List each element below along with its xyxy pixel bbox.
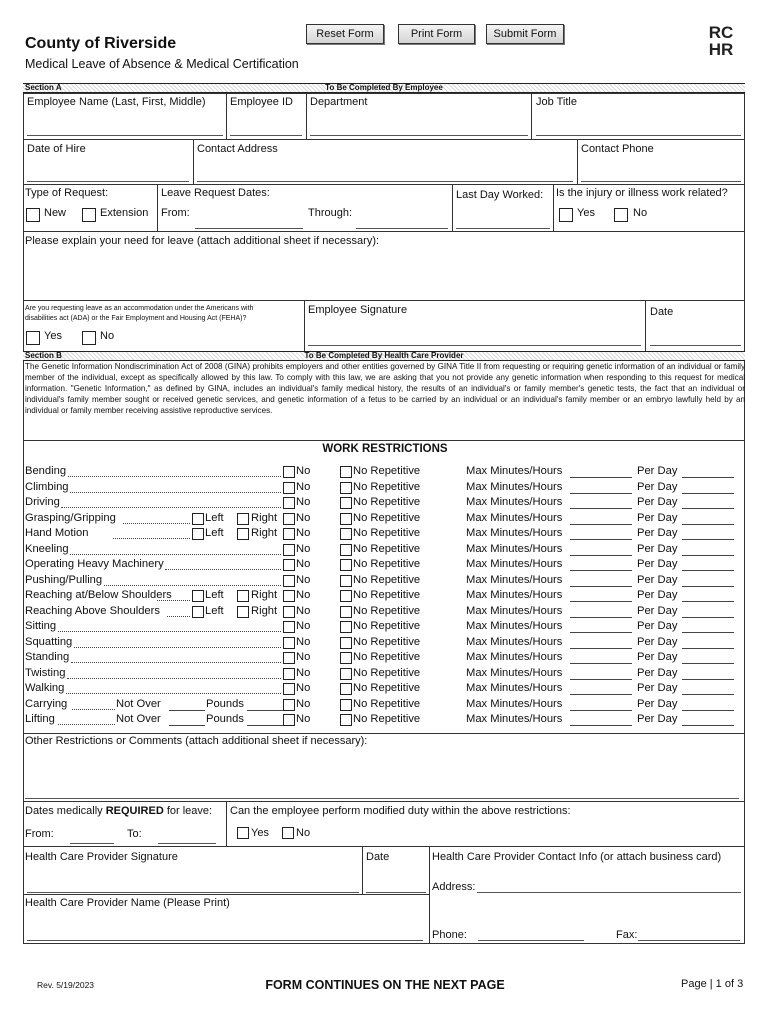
- no-repetitive-label: No Repetitive: [353, 604, 421, 617]
- max-minutes-label: Max Minutes/Hours: [466, 604, 563, 617]
- max-minutes-label: Max Minutes/Hours: [466, 666, 563, 679]
- max-minutes-field[interactable]: [570, 524, 632, 525]
- no-repetitive-label: No Repetitive: [353, 697, 421, 710]
- right-checkbox[interactable]: [237, 590, 249, 602]
- per-day-label: Per Day: [637, 589, 678, 601]
- restriction-row: [0, 481, 770, 497]
- no-repetitive-checkbox[interactable]: [340, 559, 352, 571]
- section-a-label: Section A: [25, 83, 62, 92]
- no-label: No: [296, 589, 311, 601]
- restriction-name: Standing: [25, 651, 70, 663]
- modified-duty-label: Can the employee perform modified duty within the above restrictions:: [230, 805, 571, 817]
- no-label: No: [296, 713, 311, 725]
- provider-name-field[interactable]: [27, 940, 423, 941]
- max-minutes-field[interactable]: [570, 508, 632, 509]
- left-label: Left: [205, 589, 224, 601]
- no-checkbox[interactable]: [283, 575, 295, 587]
- max-minutes-label: Max Minutes/Hours: [466, 558, 563, 570]
- department-label: Department: [310, 96, 368, 108]
- no-label: No: [296, 480, 311, 493]
- per-day-field[interactable]: [682, 710, 734, 711]
- left-label: Left: [205, 604, 224, 617]
- no-repetitive-label: No Repetitive: [353, 465, 421, 477]
- no-repetitive-label: No Repetitive: [353, 635, 421, 648]
- employee-name-field[interactable]: [27, 135, 223, 136]
- not-over-field[interactable]: [169, 725, 205, 726]
- max-minutes-label: Max Minutes/Hours: [466, 542, 563, 555]
- left-checkbox[interactable]: [192, 606, 204, 618]
- no-checkbox[interactable]: [283, 652, 295, 664]
- no-repetitive-checkbox[interactable]: [340, 497, 352, 509]
- no-repetitive-label: No Repetitive: [353, 589, 421, 601]
- no-repetitive-label: No Repetitive: [353, 496, 421, 508]
- ada-question-line-1: Are you requesting leave as an accommodation under the Americans with: [25, 305, 254, 312]
- max-minutes-field[interactable]: [570, 725, 632, 726]
- employee-name-label: Employee Name (Last, First, Middle): [27, 96, 206, 108]
- max-minutes-label: Max Minutes/Hours: [466, 620, 563, 632]
- section-a-heading: To Be Completed By Employee: [325, 83, 443, 92]
- per-day-field[interactable]: [682, 694, 734, 695]
- no-checkbox[interactable]: [283, 466, 295, 478]
- per-day-label: Per Day: [637, 620, 678, 632]
- no-repetitive-checkbox[interactable]: [340, 637, 352, 649]
- provider-from-label: From:: [25, 828, 54, 840]
- no-checkbox[interactable]: [283, 544, 295, 556]
- per-day-field[interactable]: [682, 493, 734, 494]
- not-over-label: Not Over: [116, 697, 161, 710]
- provider-from-field[interactable]: [70, 843, 114, 844]
- work-related-label: Is the injury or illness work related?: [556, 187, 728, 199]
- not-over-field[interactable]: [169, 710, 205, 711]
- no-repetitive-checkbox[interactable]: [340, 621, 352, 633]
- max-minutes-label: Max Minutes/Hours: [466, 651, 563, 663]
- contact-phone-field[interactable]: [581, 181, 741, 182]
- contact-address-label: Contact Address: [197, 143, 278, 155]
- max-minutes-label: Max Minutes/Hours: [466, 511, 563, 524]
- no-repetitive-checkbox[interactable]: [340, 683, 352, 695]
- max-minutes-label: Max Minutes/Hours: [466, 682, 563, 694]
- restriction-name: Carrying: [25, 697, 68, 710]
- provider-signature-field[interactable]: [27, 892, 359, 893]
- no-repetitive-checkbox[interactable]: [340, 714, 352, 726]
- department-field[interactable]: [310, 135, 528, 136]
- no-label: No: [296, 558, 311, 570]
- per-day-field[interactable]: [682, 663, 734, 664]
- pounds-label: Pounds: [206, 713, 244, 725]
- no-repetitive-label: No Repetitive: [353, 558, 421, 570]
- no-checkbox[interactable]: [283, 683, 295, 695]
- no-repetitive-checkbox[interactable]: [340, 590, 352, 602]
- max-minutes-label: Max Minutes/Hours: [466, 496, 563, 508]
- restriction-name: Reaching Above Shoulders: [25, 604, 160, 617]
- no-repetitive-checkbox[interactable]: [340, 528, 352, 540]
- employee-date-label: Date: [650, 306, 674, 318]
- revision-date: Rev. 5/19/2023: [37, 980, 95, 990]
- no-label: No: [296, 666, 311, 679]
- contact-address-field[interactable]: [197, 181, 573, 182]
- restriction-name: Walking: [25, 682, 65, 694]
- date-of-hire-field[interactable]: [27, 181, 189, 182]
- no-checkbox[interactable]: [283, 513, 295, 525]
- explain-field[interactable]: [25, 250, 741, 296]
- no-label: No: [296, 604, 311, 617]
- restriction-name: Operating Heavy Machinery: [25, 558, 164, 570]
- max-minutes-field[interactable]: [570, 617, 632, 618]
- max-minutes-field[interactable]: [570, 493, 632, 494]
- provider-to-label: To:: [127, 828, 142, 840]
- no-repetitive-checkbox[interactable]: [340, 652, 352, 664]
- provider-date-field[interactable]: [366, 892, 426, 893]
- no-label: No: [296, 465, 311, 477]
- per-day-label: Per Day: [637, 496, 678, 508]
- per-day-label: Per Day: [637, 697, 678, 710]
- pounds-field[interactable]: [247, 710, 283, 711]
- last-day-worked-field[interactable]: [456, 228, 550, 229]
- max-minutes-label: Max Minutes/Hours: [466, 480, 563, 493]
- submit-form-button[interactable]: Submit Form: [486, 24, 564, 44]
- no-checkbox[interactable]: [283, 497, 295, 509]
- max-minutes-field[interactable]: [570, 570, 632, 571]
- restriction-row: [0, 465, 770, 481]
- date-of-hire-label: Date of Hire: [27, 143, 86, 155]
- restriction-row: [0, 589, 770, 605]
- leave-through-field[interactable]: [356, 228, 448, 229]
- per-day-label: Per Day: [637, 604, 678, 617]
- work-related-no-label: No: [633, 207, 648, 219]
- section-b-label: Section B: [25, 351, 62, 360]
- left-label: Left: [205, 511, 224, 524]
- pounds-label: Pounds: [206, 697, 244, 710]
- no-repetitive-checkbox[interactable]: [340, 466, 352, 478]
- other-restrictions-field[interactable]: [25, 798, 739, 799]
- no-checkbox[interactable]: [283, 482, 295, 494]
- work-related-yes-checkbox[interactable]: [559, 208, 573, 222]
- per-day-label: Per Day: [637, 713, 678, 725]
- per-day-field[interactable]: [682, 725, 734, 726]
- no-repetitive-checkbox[interactable]: [340, 575, 352, 587]
- restriction-row: [0, 667, 770, 683]
- dates-required-label: Dates medically REQUIRED for leave:: [25, 805, 213, 817]
- no-repetitive-label: No Repetitive: [353, 542, 421, 555]
- form-continues-notice: FORM CONTINUES ON THE NEXT PAGE: [265, 978, 505, 992]
- restriction-row: [0, 682, 770, 698]
- right-checkbox[interactable]: [237, 513, 249, 525]
- max-minutes-label: Max Minutes/Hours: [466, 589, 563, 601]
- per-day-field[interactable]: [682, 632, 734, 633]
- restriction-row: [0, 512, 770, 528]
- right-label: Right: [251, 527, 278, 539]
- work-related-no-checkbox[interactable]: [614, 208, 628, 222]
- provider-name-label: Health Care Provider Name (Please Print): [25, 897, 230, 909]
- not-over-label: Not Over: [116, 713, 161, 725]
- max-minutes-field[interactable]: [570, 539, 632, 540]
- right-label: Right: [251, 604, 278, 617]
- restriction-name: Squatting: [25, 635, 73, 648]
- per-day-label: Per Day: [637, 651, 678, 663]
- print-form-button[interactable]: Print Form: [398, 24, 475, 44]
- restriction-row: [0, 605, 770, 621]
- new-label: New: [44, 207, 67, 219]
- restriction-name: Sitting: [25, 620, 57, 632]
- explain-label: Please explain your need for leave (attach additional sheet if necessary):: [25, 235, 380, 247]
- no-repetitive-checkbox[interactable]: [340, 513, 352, 525]
- provider-phone-label: Phone:: [432, 929, 467, 941]
- modified-duty-no-checkbox[interactable]: [282, 827, 294, 839]
- no-checkbox[interactable]: [283, 621, 295, 633]
- other-restrictions-label: Other Restrictions or Comments (attach additional sheet if necessary):: [25, 735, 368, 747]
- max-minutes-field[interactable]: [570, 632, 632, 633]
- ada-yes-label: Yes: [44, 330, 62, 342]
- per-day-label: Per Day: [637, 682, 678, 694]
- employee-signature-label: Employee Signature: [308, 304, 408, 316]
- provider-date-label: Date: [366, 851, 390, 863]
- left-checkbox[interactable]: [192, 590, 204, 602]
- restriction-name: Grasping/Gripping: [25, 511, 116, 524]
- no-repetitive-label: No Repetitive: [353, 666, 421, 679]
- no-label: No: [296, 620, 311, 632]
- contact-phone-label: Contact Phone: [581, 143, 654, 155]
- no-checkbox[interactable]: [283, 590, 295, 602]
- per-day-field[interactable]: [682, 570, 734, 571]
- per-day-label: Per Day: [637, 573, 678, 586]
- employee-id-field[interactable]: [230, 135, 302, 136]
- provider-address-label: Address:: [432, 881, 476, 893]
- no-label: No: [296, 651, 311, 663]
- restriction-row: [0, 636, 770, 652]
- restriction-row: [0, 698, 770, 714]
- no-repetitive-checkbox[interactable]: [340, 699, 352, 711]
- section-a-bar: [23, 83, 745, 93]
- no-label: No: [296, 682, 311, 694]
- extension-checkbox[interactable]: [82, 208, 96, 222]
- reset-form-button[interactable]: Reset Form: [306, 24, 384, 44]
- modified-duty-yes-checkbox[interactable]: [237, 827, 249, 839]
- per-day-field[interactable]: [682, 508, 734, 509]
- no-checkbox[interactable]: [283, 668, 295, 680]
- max-minutes-label: Max Minutes/Hours: [466, 697, 563, 710]
- no-label: No: [296, 635, 311, 648]
- no-repetitive-label: No Repetitive: [353, 620, 421, 632]
- form-title: County of Riverside: [25, 35, 177, 52]
- per-day-field[interactable]: [682, 555, 734, 556]
- provider-fax-label: Fax:: [616, 929, 638, 941]
- provider-address-field[interactable]: [477, 892, 741, 893]
- per-day-label: Per Day: [637, 511, 678, 524]
- extension-label: Extension: [100, 207, 149, 219]
- no-repetitive-checkbox[interactable]: [340, 482, 352, 494]
- max-minutes-field[interactable]: [570, 477, 632, 478]
- per-day-label: Per Day: [637, 465, 678, 477]
- no-checkbox[interactable]: [283, 528, 295, 540]
- left-checkbox[interactable]: [192, 528, 204, 540]
- page-number: Page | 1 of 3: [681, 978, 744, 990]
- restriction-row: [0, 713, 770, 729]
- no-checkbox[interactable]: [283, 637, 295, 649]
- restriction-name: Twisting: [25, 666, 66, 679]
- per-day-label: Per Day: [637, 480, 678, 493]
- no-repetitive-label: No Repetitive: [353, 682, 421, 694]
- per-day-field[interactable]: [682, 679, 734, 680]
- per-day-field[interactable]: [682, 648, 734, 649]
- max-minutes-field[interactable]: [570, 710, 632, 711]
- per-day-field[interactable]: [682, 539, 734, 540]
- per-day-label: Per Day: [637, 527, 678, 539]
- no-repetitive-label: No Repetitive: [353, 713, 421, 725]
- work-restrictions-title: WORK RESTRICTIONS: [322, 443, 448, 455]
- no-repetitive-label: No Repetitive: [353, 573, 421, 586]
- ada-question-line-2: disabilities act (ADA) or the Fair Employment and Housing Act (FEHA)?: [25, 315, 247, 322]
- restriction-name: Lifting: [25, 713, 55, 725]
- restriction-name: Climbing: [25, 480, 69, 493]
- employee-signature-field[interactable]: [308, 345, 641, 346]
- no-checkbox[interactable]: [283, 699, 295, 711]
- per-day-field[interactable]: [682, 586, 734, 587]
- no-repetitive-label: No Repetitive: [353, 511, 421, 524]
- provider-to-field[interactable]: [158, 843, 216, 844]
- per-day-label: Per Day: [637, 666, 678, 679]
- restriction-name: Reaching at/Below Shoulders: [25, 589, 172, 601]
- restriction-row: [0, 620, 770, 636]
- modified-duty-no-label: No: [296, 827, 311, 839]
- modified-duty-yes-label: Yes: [251, 827, 269, 839]
- section-b-bar: [23, 351, 745, 361]
- restriction-row: [0, 574, 770, 590]
- through-label: Through:: [308, 207, 353, 219]
- no-repetitive-checkbox[interactable]: [340, 606, 352, 618]
- max-minutes-field[interactable]: [570, 663, 632, 664]
- max-minutes-label: Max Minutes/Hours: [466, 465, 563, 477]
- no-repetitive-checkbox[interactable]: [340, 668, 352, 680]
- new-checkbox[interactable]: [26, 208, 40, 222]
- logo-line-2: HR: [708, 40, 734, 59]
- per-day-field[interactable]: [682, 601, 734, 602]
- type-of-request-label: Type of Request:: [25, 187, 109, 199]
- last-day-worked-label: Last Day Worked:: [456, 189, 544, 201]
- max-minutes-label: Max Minutes/Hours: [466, 635, 563, 648]
- restriction-row: [0, 651, 770, 667]
- restriction-row: [0, 558, 770, 574]
- pounds-field[interactable]: [247, 725, 283, 726]
- no-repetitive-checkbox[interactable]: [340, 544, 352, 556]
- employee-date-field[interactable]: [650, 345, 741, 346]
- no-label: No: [296, 542, 311, 555]
- max-minutes-field[interactable]: [570, 601, 632, 602]
- leave-request-dates-label: Leave Request Dates:: [161, 187, 270, 199]
- restriction-row: [0, 527, 770, 543]
- per-day-label: Per Day: [637, 635, 678, 648]
- per-day-field[interactable]: [682, 617, 734, 618]
- right-label: Right: [251, 589, 278, 601]
- employee-id-label: Employee ID: [230, 96, 293, 108]
- provider-fax-field[interactable]: [638, 940, 740, 941]
- restriction-name: Kneeling: [25, 542, 69, 555]
- per-day-label: Per Day: [637, 558, 678, 570]
- left-checkbox[interactable]: [192, 513, 204, 525]
- max-minutes-label: Max Minutes/Hours: [466, 713, 563, 725]
- per-day-label: Per Day: [637, 542, 678, 555]
- per-day-field[interactable]: [682, 477, 734, 478]
- section-b-heading: To Be Completed By Health Care Provider: [304, 351, 464, 360]
- right-checkbox[interactable]: [237, 528, 249, 540]
- ada-no-label: No: [100, 330, 115, 342]
- no-checkbox[interactable]: [283, 606, 295, 618]
- restriction-row: [0, 496, 770, 512]
- max-minutes-field[interactable]: [570, 555, 632, 556]
- leave-from-field[interactable]: [195, 228, 303, 229]
- from-label: From:: [161, 207, 190, 219]
- logo-line-1: RC: [708, 23, 734, 42]
- no-label: No: [296, 496, 311, 508]
- max-minutes-field[interactable]: [570, 648, 632, 649]
- no-label: No: [296, 527, 311, 539]
- rchr-logo: [695, 24, 747, 78]
- max-minutes-field[interactable]: [570, 694, 632, 695]
- ada-yes-checkbox[interactable]: [26, 331, 40, 345]
- no-checkbox[interactable]: [283, 714, 295, 726]
- job-title-field[interactable]: [536, 135, 741, 136]
- job-title-label: Job Title: [536, 96, 577, 108]
- provider-contact-info-label: Health Care Provider Contact Info (or attach business card): [432, 851, 722, 863]
- no-label: No: [296, 511, 311, 524]
- max-minutes-label: Max Minutes/Hours: [466, 527, 563, 539]
- restriction-name: Pushing/Pulling: [25, 573, 103, 586]
- no-repetitive-label: No Repetitive: [353, 480, 421, 493]
- no-checkbox[interactable]: [283, 559, 295, 571]
- restriction-name: Bending: [25, 465, 67, 477]
- restriction-row: [0, 543, 770, 559]
- provider-signature-label: Health Care Provider Signature: [25, 851, 178, 863]
- max-minutes-label: Max Minutes/Hours: [466, 573, 563, 586]
- max-minutes-field[interactable]: [570, 679, 632, 680]
- form-subtitle: Medical Leave of Absence & Medical Certification: [25, 57, 299, 71]
- no-repetitive-label: No Repetitive: [353, 527, 421, 539]
- provider-phone-field[interactable]: [478, 940, 584, 941]
- max-minutes-field[interactable]: [570, 586, 632, 587]
- ada-no-checkbox[interactable]: [82, 331, 96, 345]
- restriction-name: Driving: [25, 496, 60, 508]
- right-label: Right: [251, 511, 278, 524]
- per-day-field[interactable]: [682, 524, 734, 525]
- work-related-yes-label: Yes: [577, 207, 595, 219]
- gina-notice: The Genetic Information Nondiscrimination Act of 2008 (GINA) prohibits employers and other entities governed by GINA Title II from requesting or requiring genetic information of an individual or family member of the individual, except as specifically allowed by this law. To comply with this law, we are asking that you not provide any genetic information when responding to this request for medical information. "Genetic Information," as defined by GINA, includes an individual's family medical history, the results of an individual's or family member's genetic tests, the fact that an individual or individual's family member sought or received genetic services, and genetic information of a fetus to be carried by an individual or an individual's family member or an embryo lawfully held by an individual or family member receiving assistive reproductive services.: [25, 362, 745, 415]
- left-label: Left: [205, 527, 224, 539]
- no-repetitive-label: No Repetitive: [353, 651, 421, 663]
- restriction-name: Hand Motion: [25, 527, 89, 539]
- no-label: No: [296, 573, 311, 586]
- right-checkbox[interactable]: [237, 606, 249, 618]
- no-label: No: [296, 697, 311, 710]
